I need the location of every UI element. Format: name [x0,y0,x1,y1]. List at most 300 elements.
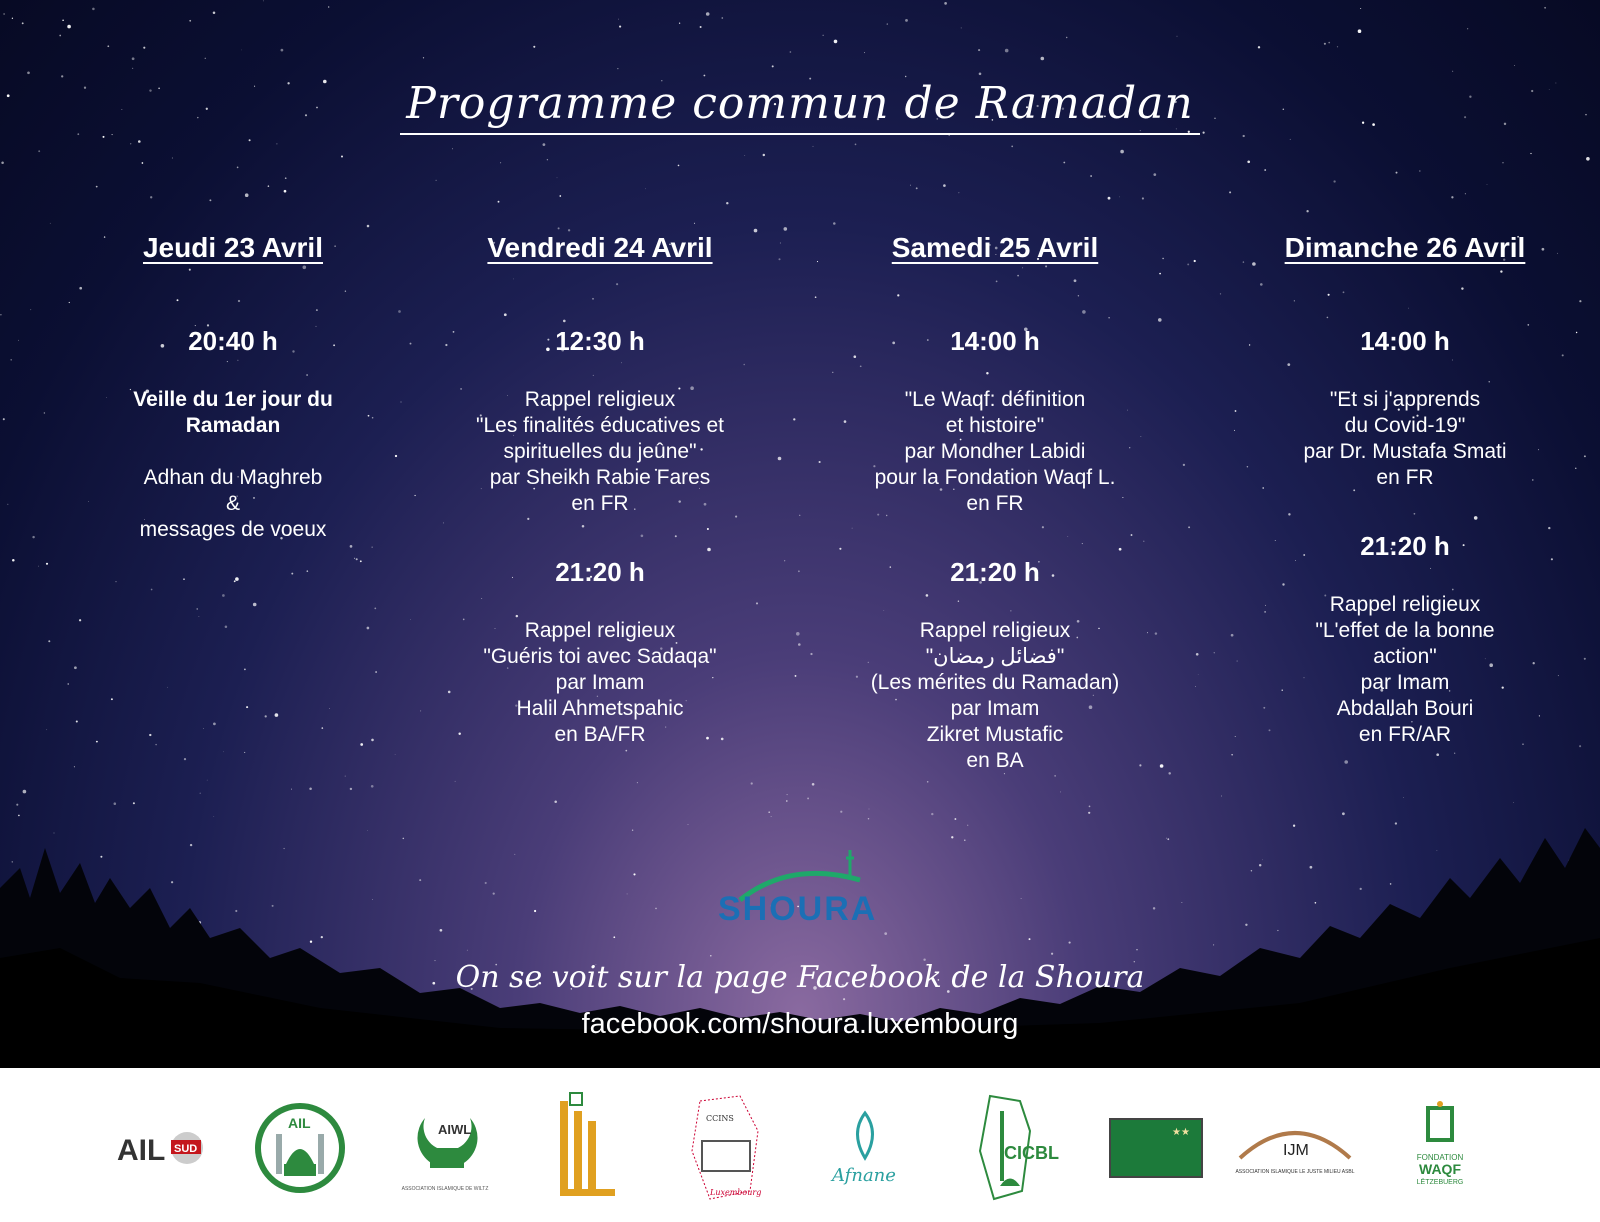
star [1264,611,1266,613]
star [817,261,818,262]
star [784,227,788,231]
star [410,619,411,620]
star [151,589,153,591]
star [196,608,197,609]
slot-description-line: en FR [966,492,1024,515]
star [1265,605,1266,606]
star [855,144,857,146]
star [833,222,836,225]
star [367,627,370,630]
star [1160,764,1164,768]
star [74,666,77,669]
star [142,162,144,164]
star [112,134,113,135]
star [1551,558,1553,560]
star [780,243,781,244]
star [281,49,284,52]
star [200,793,201,794]
star [395,754,396,755]
star [832,372,833,373]
star [77,133,79,135]
slot-description-line: Rappel religieux [524,388,676,411]
slot-description-line: par Dr. Mustafa Smati [1303,440,1507,463]
star [291,789,292,790]
star [1514,65,1515,66]
star [372,417,374,419]
star [79,287,82,290]
star [547,159,548,160]
slot-description-line: en FR [571,492,629,515]
slot-description-line: Rappel religieux [524,619,676,642]
star [1,162,4,165]
star [27,71,30,74]
star [265,715,267,717]
star [275,713,279,717]
time-slot [845,326,1145,517]
star [617,68,618,69]
star [1264,169,1266,171]
ccins-logo [680,1088,770,1208]
star [787,794,788,795]
svg-text:WAQF: WAQF [1419,1161,1461,1177]
star [1247,466,1248,467]
star [1337,46,1338,47]
star [772,65,774,67]
star [910,185,911,186]
star [754,229,758,233]
star [1419,171,1420,172]
star [23,790,27,794]
star [543,143,546,146]
aiwl-logo [390,1088,500,1208]
star [74,766,75,767]
slot-description-line: par Imam [555,671,645,694]
star [1452,71,1453,72]
star [1158,318,1162,322]
ail-mosque-logo [255,1088,345,1208]
star [398,310,401,313]
star [207,780,208,781]
star [978,49,980,51]
star [1584,658,1586,660]
star [1090,175,1092,177]
star [706,12,710,16]
star [1333,180,1335,182]
star [1011,146,1013,148]
star [1579,745,1581,747]
star [328,6,329,7]
star [559,195,561,197]
star [448,691,451,694]
il-logo [1108,1088,1204,1208]
star [637,782,638,783]
svg-text:SUD: SUD [174,1143,198,1155]
day-column-jeudi [108,232,358,543]
star [329,708,330,709]
star [533,46,535,48]
star [916,187,918,189]
star [1153,173,1156,176]
star [96,186,98,188]
star [1041,57,1045,61]
star [307,570,309,572]
star [167,687,168,688]
star [249,139,251,141]
star [1513,802,1514,803]
star [1229,191,1231,193]
day-heading: Vendredi 24 Avril [487,232,713,263]
slot-description-line: spirituelles du jeûne" [503,440,697,463]
ccil-logo [540,1088,620,1208]
star [1120,150,1124,154]
svg-text:★★: ★★ [1172,1127,1190,1138]
star [815,296,817,298]
star [235,577,239,581]
star [62,20,64,22]
star [1243,135,1245,137]
star [703,75,705,77]
star [356,558,358,560]
star [291,573,293,575]
day-heading: Dimanche 26 Avril [1284,232,1526,263]
star [241,50,242,51]
slot-description-line: en BA [966,749,1024,772]
star [812,783,815,786]
star [1262,487,1264,489]
star [1220,293,1221,294]
star [1306,210,1308,212]
star [371,739,374,742]
slot-description-line: Adhan du Maghreb [143,466,323,489]
star [1089,806,1091,808]
slot-description-line: Rappel religieux [1329,593,1481,616]
star [744,155,745,156]
star [726,202,728,204]
star [452,148,453,149]
star [443,522,444,523]
star [435,180,436,181]
star [619,26,621,28]
star [12,18,13,19]
star [284,190,287,193]
star [309,787,312,790]
star [1142,197,1144,199]
shoura-logo-text: SHOURA [718,890,878,928]
star [22,22,24,24]
slot-description-line: pour la Fondation Waqf L. [874,466,1116,489]
star [1548,527,1550,529]
star [395,455,397,457]
star [756,602,758,604]
star [276,143,277,144]
star [1187,263,1189,265]
star [961,27,962,28]
star [834,40,838,44]
star [812,146,813,147]
star [371,785,374,788]
star [798,570,800,572]
star [1263,707,1265,709]
star [223,751,224,752]
star [927,781,929,783]
star [1247,160,1250,163]
star [345,776,346,777]
star [1467,28,1468,29]
star [1188,526,1190,528]
star [1328,42,1330,44]
star [225,625,228,628]
star [500,162,501,163]
svg-text:LËTZEBUERG: LËTZEBUERG [1416,1179,1464,1186]
svg-text:AIL: AIL [288,1115,311,1131]
star [1214,652,1215,653]
slot-time: 20:40 h [188,326,278,356]
slot-description-line: par Mondher Labidi [904,440,1086,463]
star [445,344,447,346]
star [149,734,151,736]
star [375,671,377,673]
star [1344,760,1348,764]
star [839,548,841,550]
day-heading: Samedi 25 Avril [891,232,1099,263]
time-slot [1270,531,1540,748]
facebook-url-link[interactable]: facebook.com/shoura.luxembourg [581,1008,1019,1040]
slot-description-line: Zikret Mustafic [926,723,1064,746]
star [133,802,135,804]
svg-text:ASSOCIATION ISLAMIQUE DE WILTZ: ASSOCIATION ISLAMIQUE DE WILTZ [401,1186,489,1192]
star [360,743,363,746]
star [1054,775,1055,776]
slot-description-line: "L'effet de la bonne [1315,619,1495,642]
star [807,797,809,799]
star [1586,157,1590,161]
star [143,47,145,49]
slot-description-line: Abdallah Bouri [1336,697,1474,720]
star [246,706,248,708]
star [1252,262,1256,266]
star [1005,49,1009,53]
slot-description-line: en FR [1376,466,1434,489]
star [354,558,355,559]
svg-text:Afnane: Afnane [832,1165,896,1186]
star [213,723,216,726]
star [1231,634,1234,637]
star [116,581,117,582]
star [234,580,236,582]
star [423,57,424,58]
star [1454,753,1455,754]
star [1108,197,1111,200]
star [1194,260,1196,262]
star [618,19,619,20]
star [1544,7,1546,9]
star [10,359,12,361]
cicbl-logo [960,1088,1060,1208]
star [104,236,105,237]
star [183,578,185,580]
star [1487,184,1488,185]
facebook-invite: On se voit sur la page Facebook de la Shoura [455,960,1145,995]
star [68,683,69,684]
slot-time: 21:20 h [555,557,645,587]
star [0,314,1,315]
slot-description-line: (Les mérites du Ramadan) [870,671,1120,694]
star [1502,162,1503,163]
star [678,165,680,167]
star [1119,197,1120,198]
star [795,675,797,677]
star [1260,283,1263,286]
svg-text:AIWL: AIWL [438,1122,472,1137]
star [79,619,81,621]
star [155,744,156,745]
star [1196,653,1199,656]
star [414,495,415,496]
star [114,802,117,805]
star [864,52,865,53]
star [943,184,946,187]
ail-sud-logo [110,1088,210,1208]
slot-time: 12:30 h [555,326,645,356]
star [558,227,560,229]
star [819,461,821,463]
star [107,45,109,47]
star [244,669,246,671]
star [905,19,908,22]
star [645,188,646,189]
star [1221,796,1222,797]
slot-description-line: du Covid-19" [1344,414,1466,437]
star [189,20,191,22]
time-slot [108,326,358,543]
star [1162,258,1163,259]
slot-description-line: "Guéris toi avec Sadaqa" [483,645,717,668]
star [410,343,412,345]
star [1063,162,1065,164]
star [32,536,34,538]
star [1290,139,1291,140]
star [92,8,95,11]
star [368,415,370,417]
star [263,1,264,2]
star [498,201,500,203]
star [16,804,18,806]
star [1237,661,1238,662]
star [106,397,107,398]
slot-description-line: "فضائل رمضان" [925,645,1065,668]
star [823,35,824,36]
star [1066,37,1067,38]
star [102,136,104,138]
star [1177,36,1178,37]
star [46,563,48,565]
star [1562,354,1564,356]
svg-text:CCINS: CCINS [706,1113,734,1123]
star [798,643,801,646]
slot-description-line: Ramadan [185,414,281,437]
star [1203,132,1205,134]
star [778,457,782,461]
star [1235,736,1236,737]
star [905,76,906,77]
time-slot [455,557,745,748]
star [778,258,780,260]
star [796,632,800,636]
star [205,58,206,59]
slot-description-line: Veille du 1er jour du [133,388,333,411]
slot-description-line: par Imam [1360,671,1450,694]
star [1231,754,1232,755]
star [88,501,89,502]
star [1159,273,1161,275]
star [30,309,31,310]
star [944,2,947,5]
star [763,154,765,156]
star [400,401,401,402]
star [1258,46,1260,48]
slot-description-line: action" [1373,645,1437,668]
star [199,616,200,617]
star [222,594,225,597]
star [700,26,702,28]
slot-description-line: en FR/AR [1358,723,1452,746]
star [3,13,5,15]
star [213,11,216,14]
star [1183,464,1185,466]
star [203,728,204,729]
star [1235,410,1237,412]
partner-logos-bar [0,1068,1600,1222]
star [111,698,113,700]
star [1155,632,1157,634]
slot-description-line: Rappel religieux [919,619,1071,642]
star [790,51,792,53]
day-column-vendredi [455,232,745,748]
star [1243,261,1244,262]
svg-text:AIL: AIL [117,1134,166,1167]
star [38,566,39,567]
star [557,177,558,178]
star [237,167,239,169]
star [786,800,788,802]
star [625,750,627,752]
star [721,17,723,19]
star [420,710,421,711]
star [793,418,795,420]
star [810,653,812,655]
star [285,177,287,179]
star [959,192,960,193]
slot-description-line: "Et si j'apprends [1329,388,1481,411]
star [1360,8,1361,9]
star [1451,196,1453,198]
star [341,156,343,158]
slot-time: 21:20 h [1360,531,1450,561]
star [372,547,373,548]
star [784,560,785,561]
star [138,140,141,143]
star [1436,753,1439,756]
star [554,800,557,803]
ijm-logo [1235,1088,1355,1208]
star [1584,455,1586,457]
star [1576,332,1577,333]
star [245,193,249,197]
slot-description-line: Halil Ahmetspahic [516,697,684,720]
star [751,782,753,784]
star [1465,193,1466,194]
waqf-logo [1400,1088,1480,1208]
